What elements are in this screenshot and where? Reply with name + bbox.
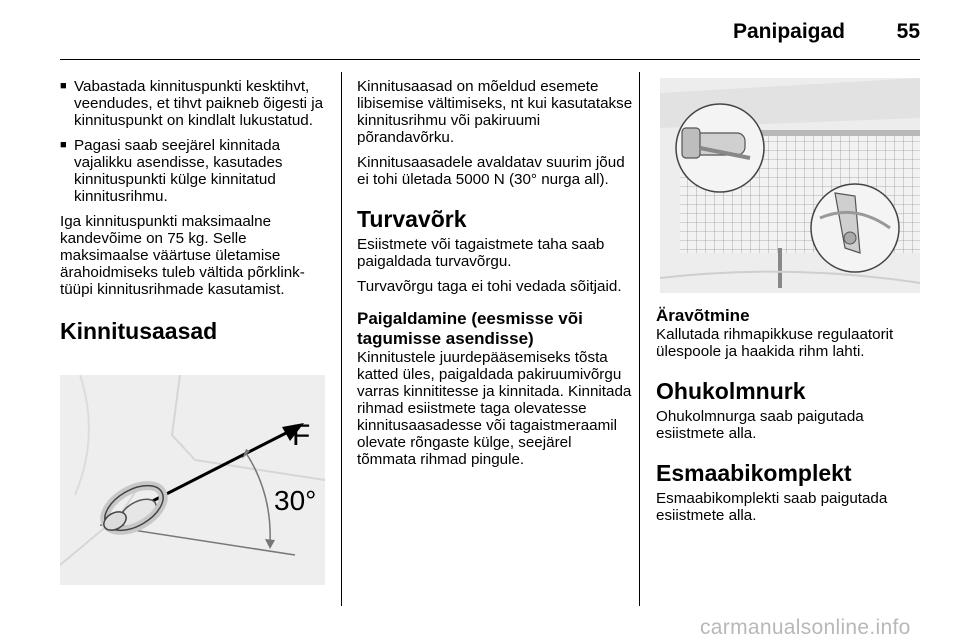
paragraph: Kinnitusaasadele avaldatav suurim jõud ei tohi ületada 5000 N (30° nurga all). — [357, 154, 625, 188]
paragraph: Esmaabikomplekti saab paigutada esiistmete alla. — [656, 490, 888, 524]
column-3 — [656, 306, 924, 532]
paragraph: Esiistmete või tagaistmete taha saab paigaldada turvavõrgu. — [357, 236, 605, 270]
paragraph: Turvavõrgu taga ei tohi vedada sõitjaid. — [357, 278, 622, 295]
column-1 — [60, 78, 332, 344]
lashing-eye-figure — [60, 375, 325, 585]
section-heading: Turvavõrk — [357, 206, 467, 232]
instruction-list — [60, 78, 332, 205]
paragraph: Kinnitustele juurdepääsemiseks tõsta katted üles, paigaldada pakiruumivõrgu varras kinnititesse ja kinnitada. Kinnitada rihmad esiistmete taga olevatesse kinnitusaasadesse või tagaistmeraamil olevate rõngaste külge, seejärel tõmmata rihmad pingule. — [357, 349, 632, 468]
section-heading: Esmaabikomplekt — [656, 460, 852, 486]
paragraph: Kinnitusaasad on mõeldud esemete libisemise vältimiseks, nt kui kasutatakse kinnitusrihmu või pakiruumi põrandavõrku. — [357, 78, 633, 146]
watermark: carmanualsonline.info — [700, 616, 911, 639]
angle-label: 30° — [274, 485, 317, 516]
page-header — [0, 0, 960, 60]
section-heading: Kinnitusaasad — [60, 318, 218, 344]
lashing-eye-illustration — [60, 375, 325, 585]
section-heading: Ohukolmnurk — [656, 378, 806, 404]
paragraph: Iga kinnituspunkti maksimaalne kandevõime on 75 kg. Selle maksimaalse väärtuse ületamise ärahoidmiseks tuleb vältida põrklink-tüüpi kinnitusrihmade kasutamist. — [60, 213, 305, 298]
header-divider — [60, 59, 920, 60]
column-divider-2 — [639, 72, 640, 606]
page-title: Panipaigad — [732, 20, 845, 43]
safety-net-illustration — [660, 78, 920, 293]
force-label: F — [292, 419, 311, 452]
paragraph: Kallutada rihmapikkuse regulaatorit ülespoole ja haakida rihm lahti. — [656, 326, 894, 360]
subsection-heading: Paigaldamine (eesmisse või tagumisse asendisse) — [357, 309, 583, 348]
list-item: ■ Pagasi saab seejärel kinnitada vajalikku asendisse, kasutades kinnituspunkti külge kinnitatud kinnitusrihmu. — [60, 137, 332, 205]
safety-net-figure — [660, 78, 920, 293]
subsection-heading: Äravõtmine — [656, 306, 750, 325]
column-divider-1 — [341, 72, 342, 606]
column-2 — [357, 78, 633, 476]
list-item: ■ Vabastada kinnituspunkti kesktihvt, veendudes, et tihvt paikneb õigesti ja kinnituspunkt on kindlalt lukustatud. — [60, 78, 332, 129]
page-number: 55 — [896, 20, 920, 43]
paragraph: Ohukolmnurga saab paigutada esiistmete alla. — [656, 408, 864, 442]
